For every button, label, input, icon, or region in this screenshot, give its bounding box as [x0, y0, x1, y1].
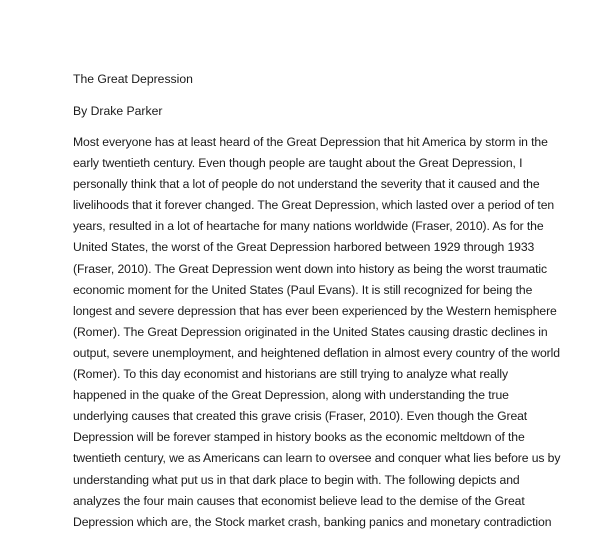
body-paragraph	[73, 133, 561, 534]
document-title: The Great Depression	[73, 72, 193, 86]
paragraph-line: Depression which are, the Stock market crash, banking panics and monetary contradiction	[73, 514, 552, 529]
paragraph-line: livelihoods that it forever changed. The Great Depression, which lasted over a period of ten	[73, 198, 555, 213]
paragraph-line: analyzes the four main causes that economist believe lead to the demise of the Great	[73, 493, 525, 508]
paragraph-line: underlying causes that created this grave crisis (Fraser, 2010). Even though the Great	[73, 409, 528, 424]
paragraph-line: Depression will be forever stamped in history books as the economic meltdown of the	[73, 430, 525, 445]
paragraph-line: output, severe unemployment, and heightened deflation in almost every country of the world	[73, 345, 560, 360]
paragraph-line: happened in the quake of the Great Depression, along with understanding the true	[73, 388, 509, 403]
paragraph-line: early twentieth century. Even though people are taught about the Great Depression, I	[73, 156, 523, 171]
paragraph-line: longest and severe depression that has ever been experienced by the Western hemisphere	[73, 303, 557, 318]
paragraph-line: years, resulted in a lot of heartache for many nations worldwide (Fraser, 2010). As for the	[73, 219, 544, 234]
paragraph-line: (Fraser, 2010). The Great Depression went down into history as being the worst traumatic	[73, 261, 547, 276]
paragraph-line: Most everyone has at least heard of the Great Depression that hit America by storm in the	[73, 135, 548, 149]
paragraph-line: understanding what put us in that dark place to begin with. The following depicts and	[73, 472, 520, 487]
paragraph-line: economic moment for the United States (Paul Evans). It is still recognized for being the	[73, 282, 533, 297]
document-author: By Drake Parker	[73, 104, 163, 118]
paragraph-line: personally think that a lot of people do not understand the severity that it caused and the	[73, 177, 540, 192]
paragraph-line: United States, the worst of the Great Depression harbored between 1929 through 1933	[73, 240, 535, 255]
paragraph-line: (Romer). The Great Depression originated in the United States causing drastic declines in	[73, 324, 548, 339]
paragraph-line: twentieth century, we as Americans can learn to oversee and conquer what lies before us by	[73, 451, 561, 466]
paragraph-line: (Romer). To this day economist and historians are still trying to analyze what really	[73, 367, 508, 382]
